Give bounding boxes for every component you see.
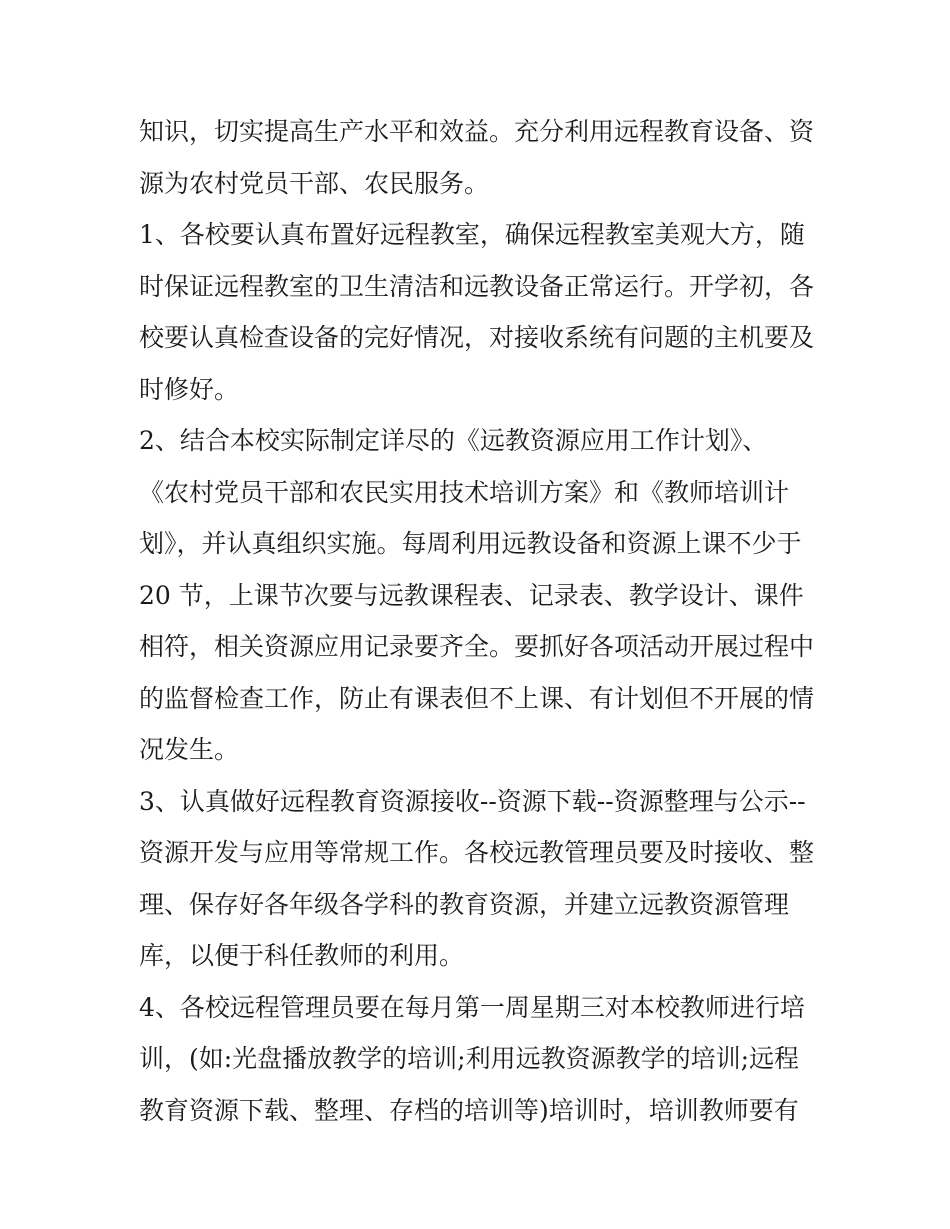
text-line: 库，以便于科任教师的利用。 [139, 941, 465, 970]
text-line: 训，(如:光盘播放教学的培训;利用远教资源教学的培训;远程 [139, 1044, 800, 1073]
text-line: 《农村党员干部和农民实用技术培训方案》和《教师培训计 [139, 477, 790, 507]
text-line: 理、保存好各年级各学科的教育资源，并建立远教资源管理 [139, 889, 790, 919]
document-body [139, 106, 819, 1136]
text-line: 时修好。 [139, 374, 240, 404]
text-line: 的监督检查工作，防止有课表但不上课、有计划但不开展的情 [139, 683, 815, 713]
text-line: 相符，相关资源应用记录要齐全。要抓好各项活动开展过程中 [139, 632, 815, 661]
text-line: 时保证远程教室的卫生清洁和远教设备正常运行。开学初，各 [139, 271, 815, 301]
text-line: 3、认真做好远程教育资源接收--资源下载--资源整理与公示-- [139, 786, 806, 816]
text-line: 2、结合本校实际制定详尽的《远教资源应用工作计划》、 [139, 426, 768, 455]
text-line: 划》，并认真组织实施。每周利用远教设备和资源上课不少于 [139, 529, 802, 558]
text-line: 1、各校要认真布置好远程教室，确保远程教室美观大方，随 [139, 220, 805, 249]
text-line: 知识，切实提高生产水平和效益。充分利用远程教育设备、资 [139, 117, 815, 146]
text-line: 20 节，上课节次要与远教课程表、记录表、教学设计、课件 [139, 580, 804, 610]
text-line: 教育资源下载、整理、存档的培训等)培训时，培训教师要有 [139, 1095, 799, 1125]
text-line: 源为农村党员干部、农民服务。 [139, 168, 490, 198]
text-line: 况发生。 [139, 735, 240, 764]
text-line: 校要认真检查设备的完好情况，对接收系统有问题的主机要及 [139, 323, 815, 352]
text-line: 资源开发与应用等常规工作。各校远教管理员要及时接收、整 [139, 838, 815, 867]
text-line: 4、各校远程管理员要在每月第一周星期三对本校教师进行培 [139, 992, 805, 1022]
